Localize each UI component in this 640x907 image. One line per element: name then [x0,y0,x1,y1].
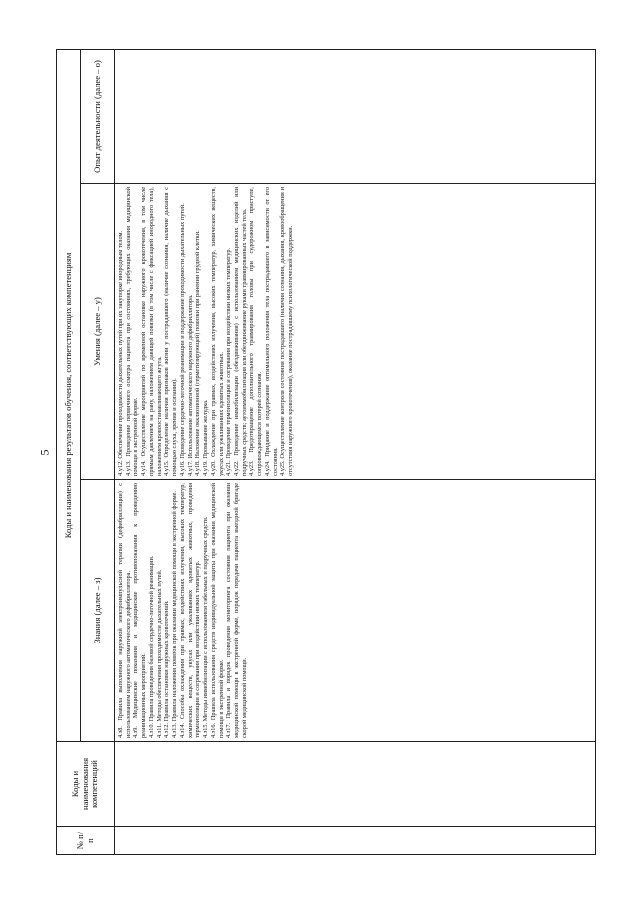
rotated-table-container [56,50,596,855]
knowledge-item: 4.з16. Правила использования средств индивидуальной защиты при оказании медицинской помощи в экстренной форме. [209,483,225,738]
skill-item: 4.у23. Предотвращение дополнительного травмирования головы при судорожном приступе, сопровождающемся потерей сознания. [248,187,264,476]
cell-knowledge [115,480,596,742]
skill-item: 4.у15. Определение наличия признаков жизни у пострадавшего (наличие сознания, наличие дыхания с помощью слуха, зрения и осязания). [163,187,179,476]
skill-item: 4.у12. Обеспечение проходимости дыхательных путей при их закупорке инородным телом. [117,230,124,476]
header-skills: Умения (далее – у) [81,184,115,480]
skill-item: 4.у25. Осуществление контроля состояния пострадавшего (наличия сознания, дыхания, кровообращения и отсутствия наружного кровотечения), оказание пострадавшему психологической поддержки. [279,187,295,476]
cell-competency [115,742,596,827]
competency-table [56,49,596,855]
skill-item: 4.у20. Охлаждение при травмах, воздействиях излучения, высоких температур, химических веществ, укусах или ужаливаниях ядовитых животных. [209,187,225,476]
knowledge-item: 4.з14. Способы охлаждения при травмах, воздействиях излучения, высоких температур, химических веществ, укусах или ужаливаниях ядовитых животных, проведения термоизоляции и согревания при воздействии низких температур. [178,483,202,738]
knowledge-item: 4.з12. Правила остановки наружных кровотечений. [163,600,171,738]
knowledge-item: 4.з15. Методы иммобилизации с использованием табельных и подручных средств. [202,516,210,738]
cell-experience [115,50,596,184]
skill-item: 4.у18. Наложение окклюзионной (герметизирующей) повязки при ранении грудной клетки. [194,230,202,476]
knowledge-item: 4.з17. Правила и порядок проведения мониторинга состояния пациента при оказании медицинской помощи в экстренной форме, порядок передачи пациента выездной бригаде скорой медицинской помощи. [225,483,248,738]
skill-item: 4.у24. Придание и поддержание оптимального положения тела пострадавшего в зависимости от его состояния. [263,187,279,476]
header-number: № п/п [57,827,115,855]
knowledge-item: 4.з8. Правила выполнения наружной электроимпульсной терапии (дефибрилляции) с использованием наружного автоматического дефибриллятора. [117,483,132,738]
knowledge-item: 4.з13. Правила наложения повязок при оказании медицинской помощи в экстренной форме. [171,490,179,738]
header-learning-results: Коды и наименования результатов обучения, соответствующих компетенциям [57,50,81,742]
skill-item: 4.у22. Проведение иммобилизации (обездвиживания) с использованием медицинских изделий или подручных средств; аутоиммобилизация или обездвиживание руками травмированных частей тела. [233,187,248,476]
skill-item: 4.у13. Проведение первичного осмотра пациента при состояниях, требующих оказания медицинской помощи в экстренной форме. [124,187,140,476]
skill-item: 4.у19. Промывание желудка. [202,399,210,476]
cell-number [115,827,596,855]
skill-item: 4.у17. Использование автоматического наружного дефибриллятора. [186,294,194,476]
header-experience: Опыт деятельности (далее – о) [81,50,115,184]
skill-item: 4.у14. Осуществление мероприятий по временной остановке наружного кровотечения, в том числе прямым давлением на рану, наложением давящей повязки (в том числе с фиксацией инородного тела), наложением кровоостанавливающего жгута. [140,187,163,476]
knowledge-item: 4.з11. Методы обеспечения проходимости дыхательных путей. [155,569,163,738]
cell-skills [115,184,596,480]
header-knowledge: Знания (далее – з) [81,480,115,742]
knowledge-item: 4.з10. Правила проведения базовой сердечно-легочной реанимации. [147,555,155,738]
page-number: 5 [37,449,52,456]
skill-item: 4.у16. Проведение сердечно-легочной реанимации и поддержание проходимости дыхательных путей. [178,203,186,476]
header-competency-codes: Коды и наименования компетенций [57,742,115,827]
skill-item: 4.у21. Проведение термоизоляции и согревания при воздействии низких температур. [225,247,233,476]
knowledge-item: 4.з9. Медицинские показания и медицинские противопоказания к проведению реанимационных мероприятий. [132,483,148,738]
